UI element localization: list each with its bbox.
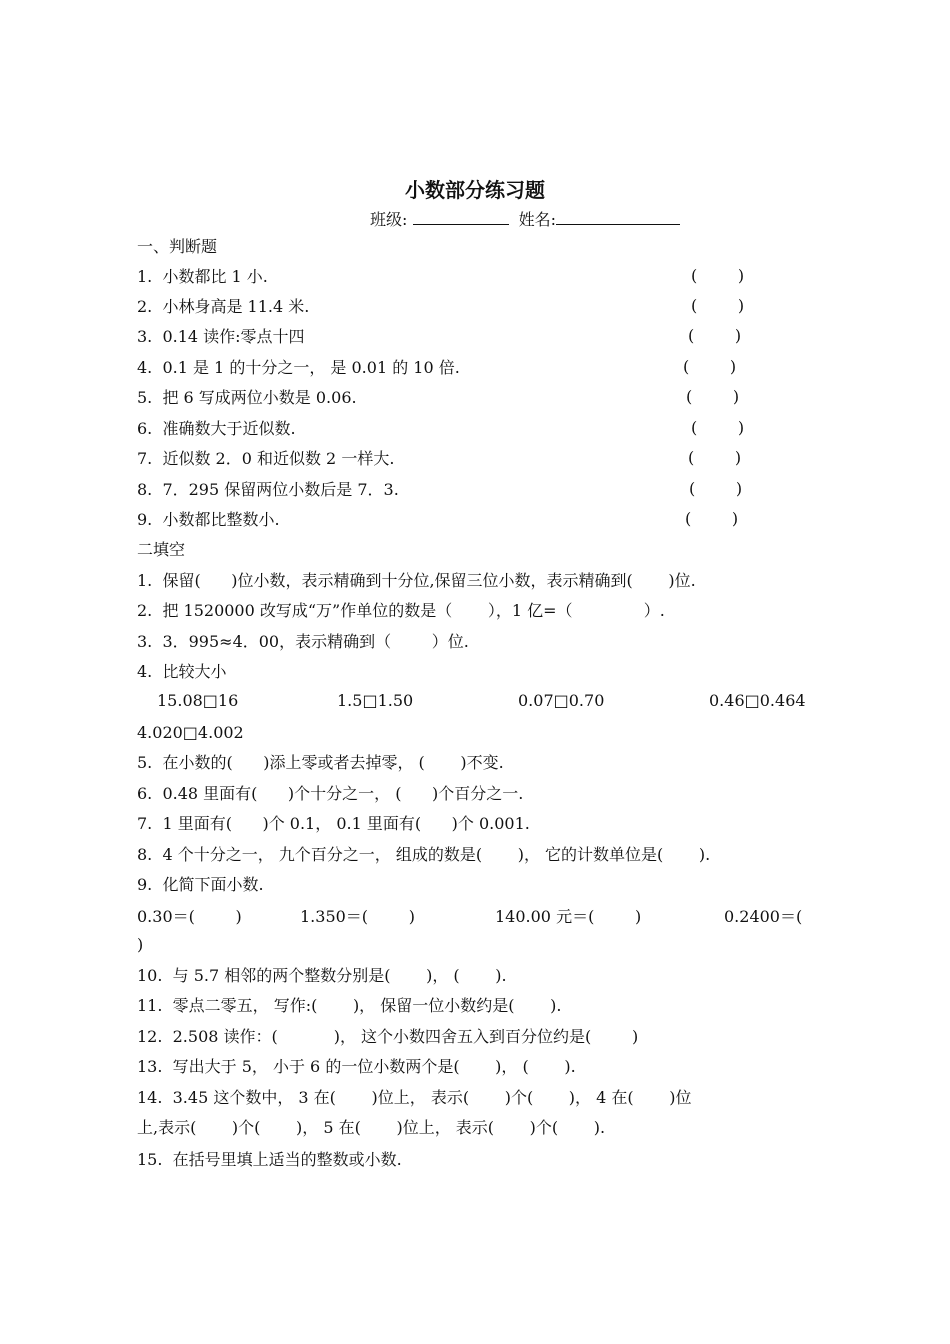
simplify-item-3: 140.00 元＝( ) — [495, 907, 642, 926]
judge-answer-9[interactable]: ( ) — [685, 509, 739, 528]
judge-item-7: 7. 近似数 2．0 和近似数 2 一样大. — [137, 449, 395, 468]
name-blank[interactable] — [556, 210, 680, 225]
name-label: 姓名: — [518, 210, 557, 229]
judge-item-6: 6. 准确数大于近似数. — [137, 419, 296, 438]
fill-q9: 9. 化简下面小数. — [137, 875, 264, 894]
compare-item-3: 0.07□0.70 — [518, 691, 605, 710]
class-blank[interactable] — [413, 210, 509, 225]
judge-item-4: 4. 0.1 是 1 的十分之一， 是 0.01 的 10 倍. — [137, 358, 460, 377]
fill-q15: 15. 在括号里填上适当的整数或小数. — [137, 1150, 402, 1169]
judge-answer-7[interactable]: ( ) — [688, 448, 742, 467]
judge-item-2: 2. 小林身高是 11.4 米. — [137, 297, 310, 316]
judge-answer-4[interactable]: ( ) — [683, 357, 737, 376]
compare-item-5: 4.020□4.002 — [137, 723, 244, 742]
fill-q6: 6. 0.48 里面有( )个十分之一， ( )个百分之一. — [137, 784, 524, 803]
fill-q5: 5. 在小数的( )添上零或者去掉零， ( )不变. — [137, 753, 504, 772]
fill-q14-line2: 上,表示( )个( )， 5 在( )位上， 表示( )个( ). — [137, 1118, 606, 1137]
compare-item-1: 15.08□16 — [157, 691, 239, 710]
judge-answer-5[interactable]: ( ) — [686, 387, 740, 406]
simplify-item-1: 0.30＝( ) — [137, 907, 242, 926]
section2-heading: 二填空 — [137, 540, 186, 559]
compare-item-4: 0.46□0.464 — [709, 691, 806, 710]
judge-item-8: 8. 7．295 保留两位小数后是 7．3. — [137, 480, 399, 499]
fill-q4: 4. 比较大小 — [137, 662, 227, 681]
fill-q2: 2. 把 1520000 改写成“万”作单位的数是（ ），1 亿=（ ）. — [137, 601, 665, 620]
fill-q7: 7. 1 里面有( )个 0.1， 0.1 里面有( )个 0.001. — [137, 814, 530, 833]
judge-answer-3[interactable]: ( ) — [688, 326, 742, 345]
simplify-item-2: 1.350＝( ) — [300, 907, 415, 926]
simplify-item-4-tail: ) — [137, 935, 144, 954]
fill-q1: 1. 保留( )位小数，表示精确到十分位,保留三位小数，表示精确到( )位. — [137, 571, 696, 590]
fill-q11: 11. 零点二零五， 写作:( )， 保留一位小数约是( ). — [137, 996, 562, 1015]
judge-answer-6[interactable]: ( ) — [691, 418, 745, 437]
judge-item-9: 9. 小数都比整数小. — [137, 510, 280, 529]
judge-item-3: 3. 0.14 读作:零点十四 — [137, 327, 305, 346]
judge-answer-1[interactable]: ( ) — [691, 266, 745, 285]
section1-heading: 一、判断题 — [137, 237, 218, 256]
judge-item-5: 5. 把 6 写成两位小数是 0.06. — [137, 388, 357, 407]
compare-item-2: 1.5□1.50 — [337, 691, 414, 710]
fill-q12: 12. 2.508 读作：( )， 这个小数四舍五入到百分位约是( ) — [137, 1027, 639, 1046]
fill-q10: 10. 与 5.7 相邻的两个整数分别是( )， ( ). — [137, 966, 507, 985]
judge-answer-8[interactable]: ( ) — [689, 479, 743, 498]
fill-q8: 8. 4 个十分之一， 九个百分之一， 组成的数是( )， 它的计数单位是( ). — [137, 845, 711, 864]
judge-item-1: 1. 小数都比 1 小. — [137, 267, 268, 286]
fill-q3: 3. 3．995≈4．00，表示精确到（ ）位. — [137, 632, 469, 651]
fill-q13: 13. 写出大于 5， 小于 6 的一位小数两个是( )， ( ). — [137, 1057, 576, 1076]
fill-q14-line1: 14. 3.45 这个数中， 3 在( )位上， 表示( )个( )， 4 在( )位 — [137, 1088, 692, 1107]
student-info — [370, 207, 680, 230]
class-label: 班级: — [370, 210, 408, 229]
simplify-item-4: 0.2400＝( — [724, 907, 803, 926]
page-title: 小数部分练习题 — [405, 178, 545, 202]
judge-answer-2[interactable]: ( ) — [691, 296, 745, 315]
